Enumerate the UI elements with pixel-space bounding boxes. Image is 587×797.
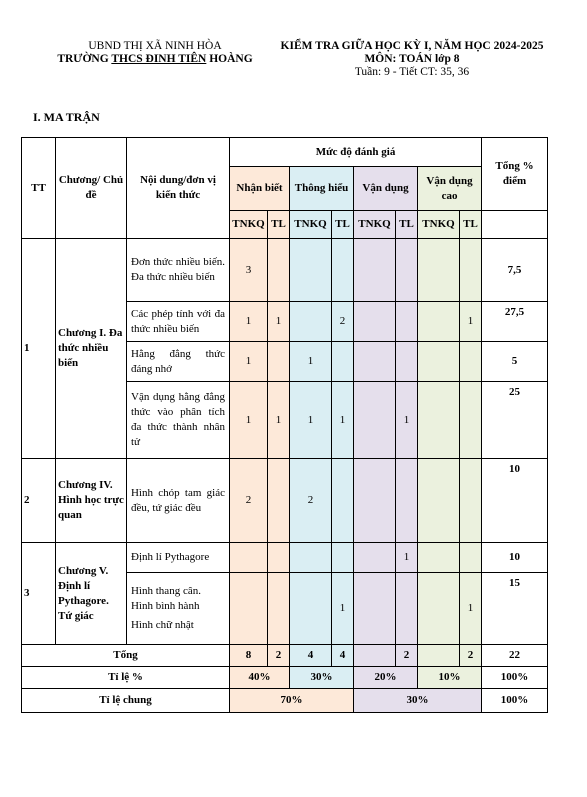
subject: MÔN: TOÁN lớp 8 bbox=[364, 53, 460, 65]
row-total: 27,5 bbox=[482, 302, 548, 342]
week-period: Tuần: 9 - Tiết CT: 35, 36 bbox=[354, 66, 470, 78]
row-chapter: Chương IV. Hình học trực quan bbox=[56, 459, 127, 543]
cell: 1 bbox=[290, 382, 332, 459]
cell: 1 bbox=[230, 382, 268, 459]
total-cell: 4 bbox=[332, 645, 354, 667]
total-cell: 8 bbox=[230, 645, 268, 667]
cell: 1 bbox=[290, 342, 332, 382]
cell bbox=[268, 459, 290, 543]
head-levels: Mức độ đánh giá bbox=[230, 138, 482, 167]
district-name: UBND THỊ XÃ NINH HÒA bbox=[88, 40, 222, 52]
cell bbox=[354, 302, 396, 342]
head-chapter: Chương/ Chủ đề bbox=[56, 138, 127, 239]
row-content: Hình chóp tam giác đều, tứ giác đều bbox=[127, 459, 230, 543]
common-ratio-row bbox=[22, 689, 548, 713]
cell bbox=[354, 543, 396, 573]
head-tnkq: TNKQ bbox=[354, 211, 396, 239]
common-ratio-b: 30% bbox=[354, 689, 482, 713]
cell bbox=[332, 459, 354, 543]
cell: 1 bbox=[230, 302, 268, 342]
cell bbox=[460, 239, 482, 302]
row-tt: 2 bbox=[22, 459, 56, 543]
total-label: Tổng bbox=[22, 645, 230, 667]
ratio-label: Tỉ lệ % bbox=[22, 667, 230, 689]
ratio-van-dung-cao: 10% bbox=[418, 667, 482, 689]
head-van-dung-cao: Vận dụng cao bbox=[418, 167, 482, 211]
row-tt: 1 bbox=[22, 239, 56, 459]
common-ratio-label: Tỉ lệ chung bbox=[22, 689, 230, 713]
total-row bbox=[22, 645, 548, 667]
cell bbox=[230, 543, 268, 573]
cell: 1 bbox=[460, 302, 482, 342]
table-row bbox=[22, 543, 548, 573]
total-cell bbox=[354, 645, 396, 667]
section-title: I. MA TRẬN bbox=[33, 110, 100, 124]
cell bbox=[396, 573, 418, 645]
row-total: 7,5 bbox=[482, 239, 548, 302]
total-cell: 2 bbox=[396, 645, 418, 667]
cell: 1 bbox=[268, 382, 290, 459]
head-tl: TL bbox=[268, 211, 290, 239]
row-content: Định lí Pythagore bbox=[127, 543, 230, 573]
cell bbox=[332, 342, 354, 382]
cell bbox=[354, 239, 396, 302]
exam-title: KIỂM TRA GIỮA HỌC KỲ I, NĂM HỌC 2024-2025 bbox=[280, 40, 544, 52]
row-content: Hằng đẳng thức đáng nhớ bbox=[127, 342, 230, 382]
row-chapter: Chương V. Định lí Pythagore. Tứ giác bbox=[56, 543, 127, 645]
row-tt: 3 bbox=[22, 543, 56, 645]
cell bbox=[290, 302, 332, 342]
total-cell: 2 bbox=[460, 645, 482, 667]
cell bbox=[354, 573, 396, 645]
table-row bbox=[22, 239, 548, 302]
cell bbox=[418, 342, 460, 382]
head-tnkq: TNKQ bbox=[230, 211, 268, 239]
header-right bbox=[262, 40, 562, 79]
table-row bbox=[22, 459, 548, 543]
cell: 1 bbox=[396, 382, 418, 459]
ratio-van-dung: 20% bbox=[354, 667, 418, 689]
head-tl: TL bbox=[460, 211, 482, 239]
cell bbox=[396, 302, 418, 342]
cell: 1 bbox=[268, 302, 290, 342]
cell bbox=[418, 302, 460, 342]
cell bbox=[268, 573, 290, 645]
cell bbox=[418, 239, 460, 302]
cell bbox=[418, 459, 460, 543]
cell: 1 bbox=[332, 382, 354, 459]
ratio-nhan-biet: 40% bbox=[230, 667, 290, 689]
row-content: Đơn thức nhiều biến. Đa thức nhiều biến bbox=[127, 239, 230, 302]
head-tl: TL bbox=[332, 211, 354, 239]
cell bbox=[290, 573, 332, 645]
cell bbox=[268, 543, 290, 573]
school-name: TRƯỜNG THCS ĐINH TIÊN HOÀNG bbox=[57, 53, 253, 65]
content-line: Hình thang cân. bbox=[131, 585, 201, 597]
cell bbox=[230, 573, 268, 645]
common-ratio-a: 70% bbox=[230, 689, 354, 713]
head-thong-hieu: Thông hiểu bbox=[290, 167, 354, 211]
cell bbox=[460, 382, 482, 459]
row-total: 10 bbox=[482, 543, 548, 573]
head-nhan-biet: Nhận biết bbox=[230, 167, 290, 211]
total-sum: 22 bbox=[482, 645, 548, 667]
total-cell: 2 bbox=[268, 645, 290, 667]
common-ratio-total: 100% bbox=[482, 689, 548, 713]
cell: 1 bbox=[460, 573, 482, 645]
head-tnkq: TNKQ bbox=[418, 211, 460, 239]
ratio-total: 100% bbox=[482, 667, 548, 689]
head-total-blank bbox=[482, 211, 548, 239]
cell bbox=[460, 459, 482, 543]
row-total: 5 bbox=[482, 342, 548, 382]
head-van-dung: Vận dụng bbox=[354, 167, 418, 211]
cell bbox=[460, 543, 482, 573]
cell bbox=[396, 342, 418, 382]
cell bbox=[354, 459, 396, 543]
cell bbox=[290, 239, 332, 302]
cell bbox=[418, 382, 460, 459]
row-content: Vận dụng hằng đẳng thức vào phân tích đa thức thành nhân tử bbox=[127, 382, 230, 459]
cell bbox=[354, 342, 396, 382]
head-total: Tổng % điểm bbox=[482, 138, 548, 211]
ratio-row bbox=[22, 667, 548, 689]
ratio-thong-hieu: 30% bbox=[290, 667, 354, 689]
row-content bbox=[127, 573, 230, 645]
cell bbox=[418, 543, 460, 573]
cell bbox=[354, 382, 396, 459]
row-total: 25 bbox=[482, 382, 548, 459]
cell: 2 bbox=[230, 459, 268, 543]
cell: 2 bbox=[290, 459, 332, 543]
cell bbox=[396, 459, 418, 543]
header-left bbox=[40, 40, 270, 66]
head-tt: TT bbox=[22, 138, 56, 239]
cell: 1 bbox=[332, 573, 354, 645]
matrix-table bbox=[21, 137, 548, 713]
total-cell bbox=[418, 645, 460, 667]
cell bbox=[290, 543, 332, 573]
row-chapter: Chương I. Đa thức nhiều biến bbox=[56, 239, 127, 459]
row-total: 10 bbox=[482, 459, 548, 543]
cell bbox=[418, 573, 460, 645]
cell: 1 bbox=[396, 543, 418, 573]
cell bbox=[396, 239, 418, 302]
content-line: Hình chữ nhật bbox=[131, 619, 194, 631]
head-tl: TL bbox=[396, 211, 418, 239]
cell: 3 bbox=[230, 239, 268, 302]
total-cell: 4 bbox=[290, 645, 332, 667]
content-line: Hình bình hành bbox=[131, 600, 200, 612]
head-content: Nội dung/đơn vị kiến thức bbox=[127, 138, 230, 239]
head-tnkq: TNKQ bbox=[290, 211, 332, 239]
cell bbox=[332, 543, 354, 573]
row-content: Các phép tính với đa thức nhiều biến bbox=[127, 302, 230, 342]
cell bbox=[460, 342, 482, 382]
cell bbox=[268, 342, 290, 382]
cell bbox=[332, 239, 354, 302]
cell: 2 bbox=[332, 302, 354, 342]
cell bbox=[268, 239, 290, 302]
row-total: 15 bbox=[482, 573, 548, 645]
cell: 1 bbox=[230, 342, 268, 382]
